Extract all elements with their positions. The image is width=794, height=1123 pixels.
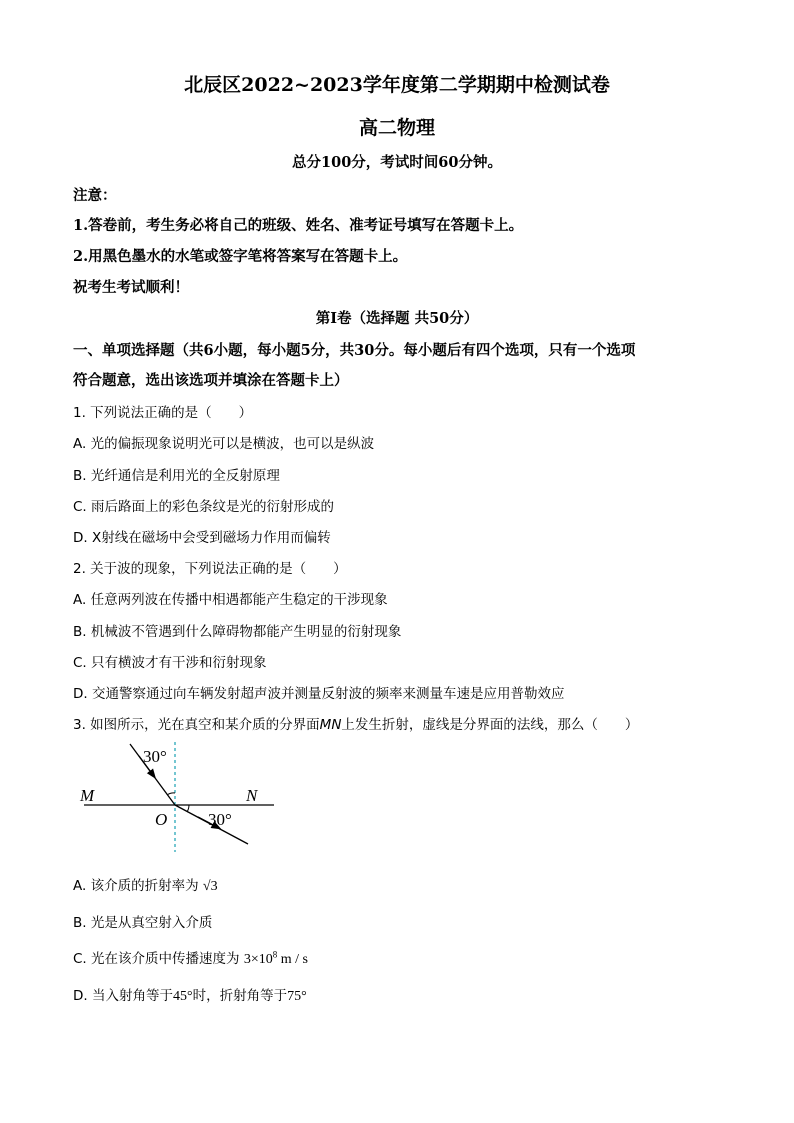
section-title: 第Ⅰ卷（选择题 共50分） [315,310,479,327]
refraction-angle-label: 30° [208,810,232,829]
question-3-stem-pre: 3. 如图所示，光在真空和某介质的分界面 [73,717,320,733]
good-luck-text: 祝考生考试顺利！ [73,279,189,296]
point-o-label: O [155,810,168,829]
incident-angle-label: 30° [143,747,167,766]
question-1-option-c: C. 雨后路面上的彩色条纹是光的衍射形成的 [73,499,335,515]
question-2-option-c: C. 只有横波才有干涉和衍射现象 [73,655,267,671]
question-1-option-d: D. X射线在磁场中会受到磁场力作用而偏转 [73,530,331,546]
question-3-stem-post: 上发生折射，虚线是分界面的法线，那么（ ） [341,717,639,733]
question-2-stem: 2. 关于波的现象，下列说法正确的是（ ） [73,561,347,577]
refraction-angle-value: 75° [287,989,307,1004]
note-item-2: 2.用黑色墨水的水笔或签字笔将答案写在答题卡上。 [73,248,408,265]
question-1-stem: 1. 下列说法正确的是（ ） [73,405,253,421]
note-item-1: 1.答卷前，考生务必将自己的班级、姓名、准考证号填写在答题卡上。 [73,217,524,234]
question-3-option-b: B. 光是从真空射入介质 [73,915,213,931]
question-3-option-c: C. 光在该介质中传播速度为 $3\times 10^8$ m / s [73,949,308,967]
notes-heading: 注意： [73,187,117,204]
interface-mn-label: MN [319,717,342,733]
refraction-angle-arc [187,805,189,812]
question-3-stem [73,713,638,733]
exam-info: 总分100分，考试时间60分钟。 [292,154,502,171]
question-3-option-d: D. 当入射角等于45°时，折射角等于75° [73,988,307,1004]
subject-title: 高二物理 [358,117,435,139]
point-n-label: N [246,786,258,805]
question-1-option-a: A. 光的偏振现象说明光可以是横波，也可以是纵波 [73,436,375,452]
incidence-angle-value: 45° [172,989,193,1004]
point-m-label: M [80,786,95,805]
question-2-option-b: B. 机械波不管遇到什么障碍物都能产生明显的衍射现象 [73,624,402,640]
incident-angle-arc [167,793,175,795]
speed-value: $3\times 10^8$ m / s [243,949,308,967]
question-2-option-d: D. 交通警察通过向车辆发射超声波并测量反射波的频率来测量车速是应用普勒效应 [73,686,565,702]
section-instruction-line2: 符合题意，选出该选项并填涂在答题卡上） [73,372,349,389]
refractive-index-value: √3 [202,879,218,894]
question-2-option-a: A. 任意两列波在传播中相遇都能产生稳定的干涉现象 [73,592,388,608]
question-1-option-b: B. 光纤通信是利用光的全反射原理 [73,468,280,484]
exam-title: 北辰区2022~2023学年度第二学期期中检测试卷 [184,74,610,96]
question-3-option-a: A. 该介质的折射率为 √3 [73,878,218,894]
section-instruction-line1: 一、单项选择题（共6小题，每小题5分，共30分。每小题后有四个选项，只有一个选项 [73,342,636,359]
refraction-diagram [70,738,290,856]
